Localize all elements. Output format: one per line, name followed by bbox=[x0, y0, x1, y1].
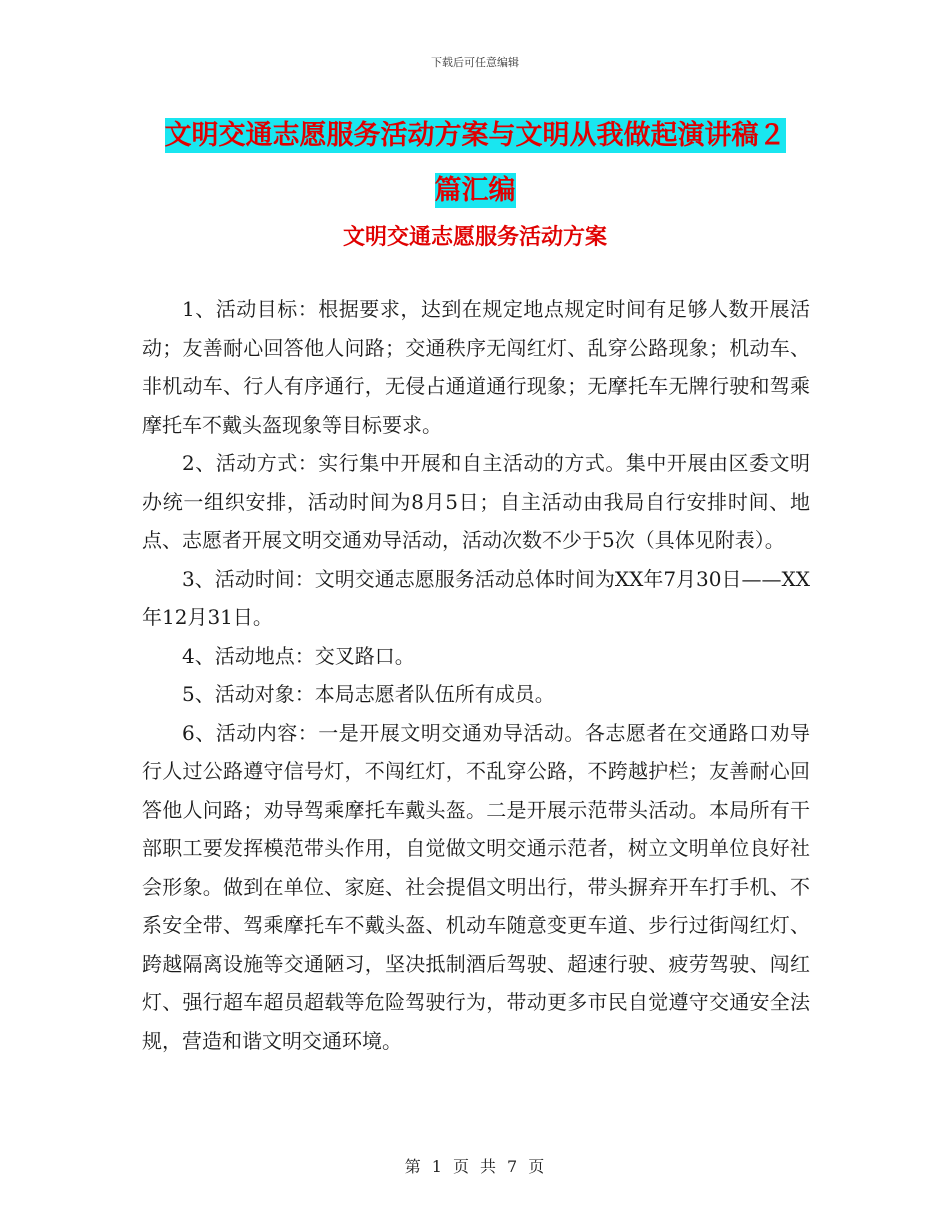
footer-suffix: 页 bbox=[528, 1157, 546, 1176]
footer-page-word: 页 bbox=[452, 1157, 470, 1176]
paragraph-time: 3、活动时间：文明交通志愿服务活动总体时间为XX年7月30日——XX年12月31日。 bbox=[142, 566, 810, 629]
paragraph-goal: 1、活动目标：根据要求，达到在规定地点规定时间有足够人数开展活动；友善耐心回答他人问路；交通秩序无闯红灯、乱穿公路现象；机动车、非机动车、行人有序通行，无侵占通道通行现象；无摩托车无牌行驶和驾乘摩托车不戴头盔现象等目标要求。 bbox=[142, 297, 810, 437]
footer-prefix: 第 bbox=[404, 1157, 422, 1176]
paragraph-location: 4、活动地点：交叉路口。 bbox=[182, 643, 415, 668]
footer-total-pages: 7 bbox=[507, 1157, 519, 1176]
paragraph-target: 5、活动对象：本局志愿者队伍所有成员。 bbox=[182, 682, 555, 706]
paragraph-method: 2、活动方式：实行集中开展和自主活动的方式。集中开展由区委文明办统一组织安排，活动时间为8月5日；自主活动由我局自行安排时间、地点、志愿者开展文明交通劝导活动，活动次数不少于5次（具体见附表）。 bbox=[142, 451, 810, 552]
footer-page-number: 1 bbox=[431, 1157, 443, 1176]
paragraph-content: 6、活动内容：一是开展文明交通劝导活动。各志愿者在交通路口劝导行人过公路遵守信号灯，不闯红灯，不乱穿公路，不跨越护栏；友善耐心回答他人问路；劝导驾乘摩托车戴头盔。二是开展示范带头活动。本局所有干部职工要发挥模范带头作用，自觉做文明交通示范者，树立文明单位良好社会形象。做到在单位、家庭、社会提倡文明出行，带头摒弃开车打手机、不系安全带、驾乘摩托车不戴头盔、机动车随意变更车道、步行过街闯红灯、跨越隔离设施等交通陋习，坚决抵制酒后驾驶、超速行驶、疲劳驾驶、闯红灯、强行超车超员超载等危险驾驶行为，带动更多市民自觉遵守交通安全法规，营造和谐文明交通环境。 bbox=[142, 720, 810, 1053]
section-title: 文明交通志愿服务活动方案 bbox=[342, 224, 607, 250]
document-title-line2: 篇汇编 bbox=[434, 175, 516, 206]
page-footer bbox=[0, 1154, 950, 1177]
header-note: 下载后可任意编辑 bbox=[431, 56, 519, 69]
document-title-line1: 文明交通志愿服务活动方案与文明从我做起演讲稿２ bbox=[164, 120, 786, 151]
footer-total-word: 共 bbox=[480, 1157, 498, 1176]
document-title bbox=[120, 108, 830, 218]
document-body bbox=[142, 290, 810, 1060]
